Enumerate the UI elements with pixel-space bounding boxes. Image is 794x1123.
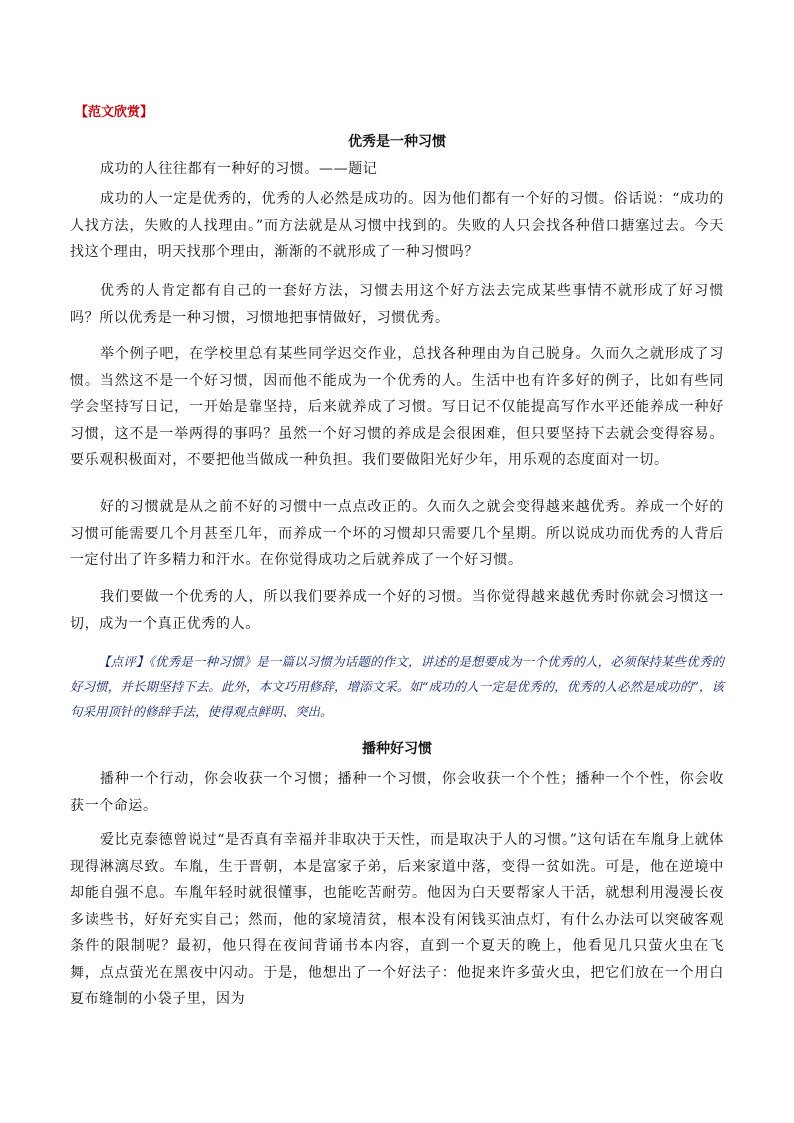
essay2-paragraph-1: 播种一个行动，你会收获一个习惯；播种一个习惯，你会收获一个个性；播种一个个性，你会收获一个命运。	[70, 771, 724, 814]
essay1-paragraph-3: 举个例子吧，在学校里总有某些同学迟交作业，总找各种理由为自己脱身。久而久之就形成了习惯。当然这不是一个好习惯，因而他不能成为一个优秀的人。生活中也有许多好的例子，比如有些同学会坚持写日记，一开始是靠坚持，后来就养成了习惯。写日记不仅能提高写作水平还能养成一种好习惯，这不是一举两得的事吗？虽然一个好习惯的养成是会很困难，但只要坚持下去就会变得容易。要乐观积极面对，不要把他当做成一种负担。我们要做阳光好少年，用乐观的态度面对一切。	[70, 346, 724, 468]
essay1-paragraph-4: 好的习惯就是从之前不好的习惯中一点点改正的。久而久之就会变得越来越优秀。养成一个好的习惯可能需要几个月甚至几年，而养成一个坏的习惯却只需要几个星期。所以说成功而优秀的人背后一定付出了许多精力和汗水。在你觉得成功之后就养成了一个好习惯。	[70, 499, 724, 568]
essay2-title: 播种好习惯	[362, 741, 432, 757]
essay2-paragraph-2: 爱比克泰德曾说过“是否真有幸福并非取决于天性，而是取决于人的习惯。”这句话在车胤身上就体现得淋漓尽致。车胤，生于晋朝，本是富家子弟，后来家道中落，变得一贫如洗。可是，他在逆境中却能自强不息。车胤年轻时就很懂事，也能吃苦耐劳。他因为白天要帮家人干活，就想利用漫漫长夜多读些书，好好充实自己；然而，他的家境清贫，根本没有闲钱买油点灯，有什么办法可以突破客观条件的限制呢？最初，他只得在夜间背诵书本内容，直到一个夏天的晚上，他看见几只萤火虫在飞舞，点点萤光在黑夜中闪动。于是，他想出了一个好法子：他捉来许多萤火虫，把它们放在一个用白夏布缝制的小袋子里，因为	[70, 832, 724, 1007]
essay1-epigraph: 成功的人往往都有一种好的习惯。——题记	[100, 161, 378, 177]
essay1-paragraph-1: 成功的人一定是优秀的，优秀的人必然是成功的。因为他们都有一个好的习惯。俗话说：“成功的人找方法，失败的人找理由。”而方法就是从习惯中找到的。失败的人只会找各种借口搪塞过去。今天找这个理由，明天找那个理由，渐渐的不就形成了一种习惯吗？	[70, 191, 724, 260]
section-label: 【范文欣赏】	[75, 105, 154, 120]
essay1-paragraph-5: 我们要做一个优秀的人，所以我们要养成一个好的习惯。当你觉得越来越优秀时你就会习惯这一切，成为一个真正优秀的人。	[70, 589, 724, 632]
essay1-comment: 【点评】《优秀是一种习惯》是一篇以习惯为话题的作文，讲述的是想要成为一个优秀的人，必须保持某些优秀的好习惯，并长期坚持下去。此外，本文巧用修辞，增添文采。如“成功的人一定是优秀的，优秀的人必然是成功的”，该句采用顶针的修辞手法，使得观点鲜明、突出。	[70, 654, 724, 719]
essay1-paragraph-2: 优秀的人肯定都有自己的一套好方法，习惯去用这个好方法去完成某些事情不就形成了好习惯吗？所以优秀是一种习惯，习惯地把事情做好，习惯优秀。	[70, 283, 724, 326]
essay1-title: 优秀是一种习惯	[348, 134, 446, 150]
